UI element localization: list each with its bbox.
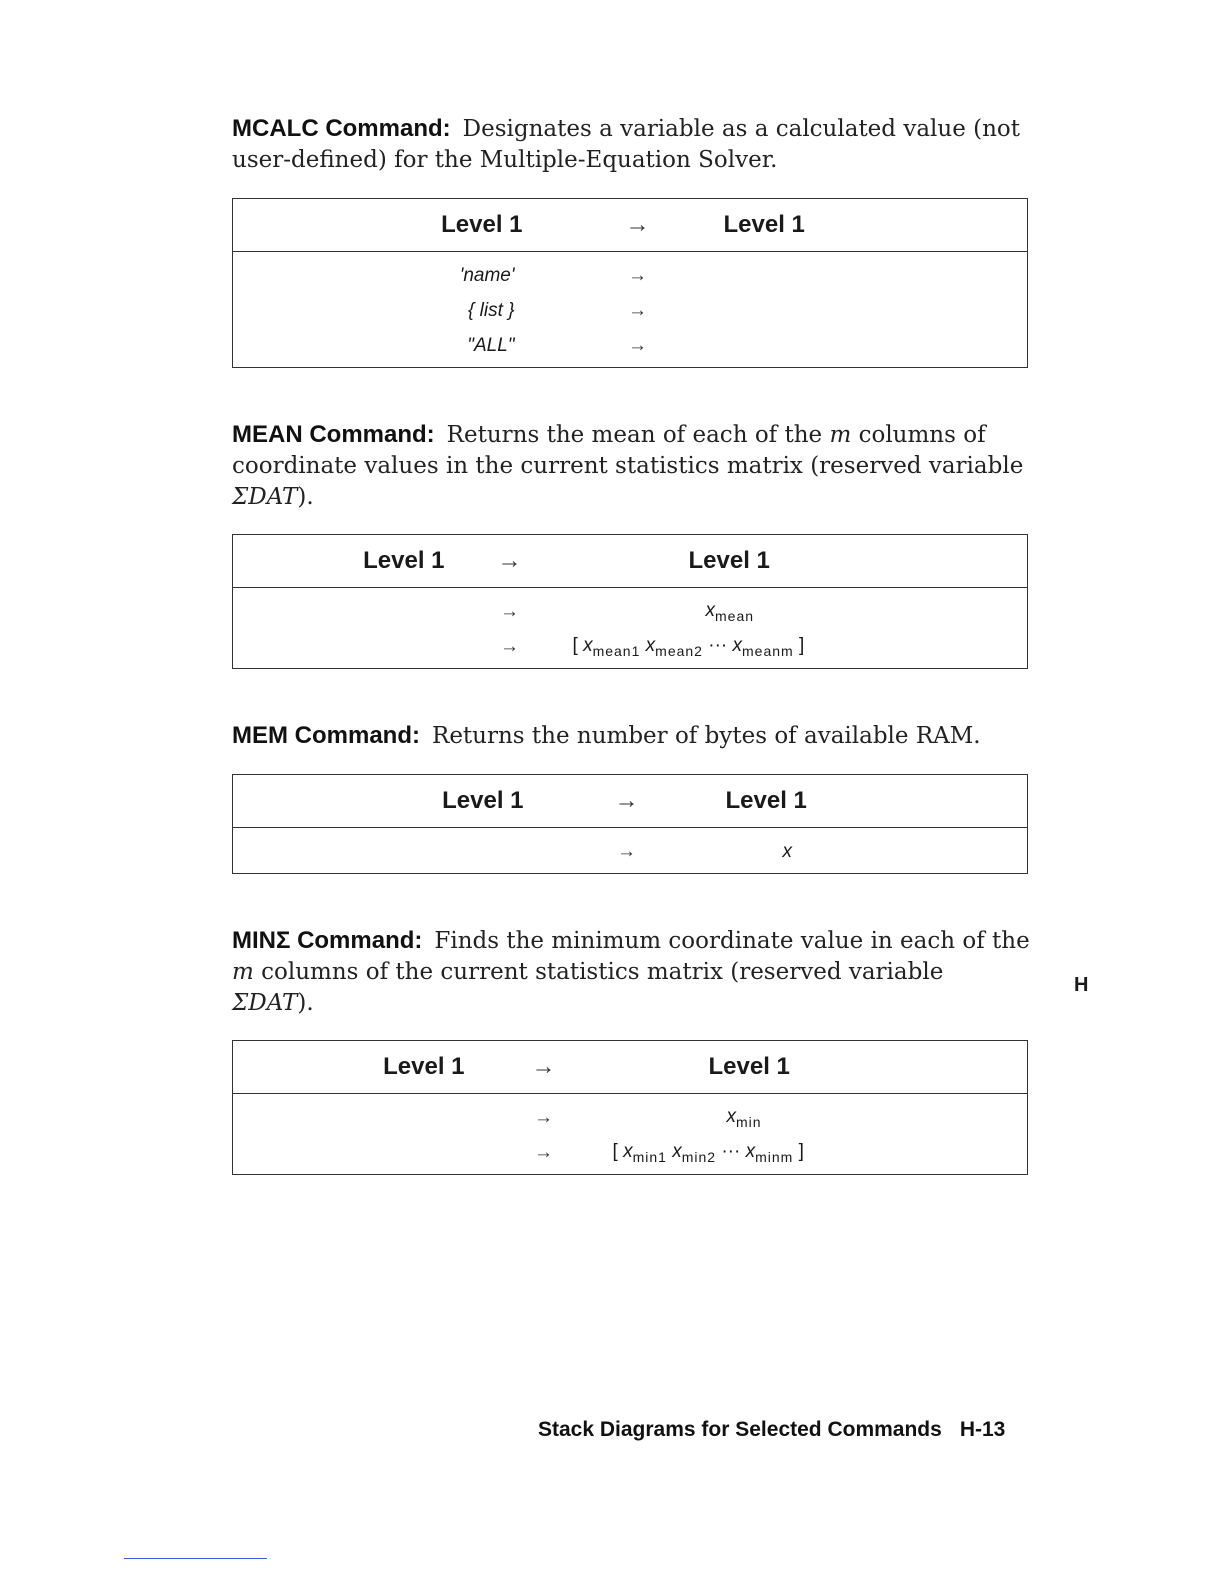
output-cell bbox=[653, 328, 1028, 368]
output-cell: $x_{min}$ bbox=[726, 1105, 762, 1130]
mem-description: Returns the number of bytes of available RAM. bbox=[432, 723, 981, 749]
output-vector-cell: [ $x_{mean1}$ $x_{mean2}$ ··· $x_{meanm}$ ] bbox=[572, 634, 805, 659]
table-row bbox=[233, 293, 1028, 328]
table-header-row bbox=[233, 1041, 1028, 1094]
mem-command-title: MEM Command: bbox=[232, 722, 420, 749]
appendix-side-tab: H bbox=[1074, 974, 1089, 996]
min-sigma-description-end: ). bbox=[297, 990, 314, 1016]
footer-title: Stack Diagrams for Selected Commands bbox=[538, 1418, 942, 1441]
mean-stack-table bbox=[232, 534, 1028, 669]
arrow-icon: → bbox=[628, 264, 647, 286]
mem-section bbox=[232, 720, 1032, 862]
min-sigma-description-pre: Finds the minimum coordinate value in each of the bbox=[434, 928, 1030, 954]
output-level-header: Level 1 bbox=[642, 775, 1028, 828]
table-header-row bbox=[233, 199, 1028, 252]
arrow-icon: → bbox=[623, 199, 653, 252]
mcalc-command-title: MCALC Command: bbox=[232, 115, 451, 142]
arrow-icon: → bbox=[534, 1106, 553, 1128]
mean-description-var: m bbox=[829, 422, 852, 448]
min-sigma-stack-table bbox=[232, 1040, 1028, 1175]
bottom-divider bbox=[124, 1558, 267, 1559]
mcalc-description: Designates a variable as a calculated value (not user-defined) for the Multiple-Equation Solver. bbox=[232, 116, 1021, 173]
output-cell bbox=[653, 293, 1028, 328]
mcalc-paragraph bbox=[232, 113, 1032, 176]
mean-description-end: ). bbox=[297, 484, 314, 510]
min-sigma-command-title: MINΣ Command: bbox=[232, 927, 423, 954]
table-header-row bbox=[233, 775, 1028, 828]
input-cell bbox=[233, 588, 495, 630]
mean-description-pre: Returns the mean of each of the bbox=[446, 422, 830, 448]
min-sigma-description-var: m bbox=[232, 959, 254, 985]
mcalc-section bbox=[232, 113, 1032, 356]
arrow-icon: → bbox=[617, 840, 636, 862]
arrow-icon: → bbox=[628, 299, 647, 321]
arrow-icon: → bbox=[529, 1041, 559, 1094]
output-level-header: Level 1 bbox=[653, 199, 1028, 252]
mean-description-post: columns of coordinate values in the current statistics matrix (reserved variable bbox=[232, 422, 1024, 479]
output-level-header: Level 1 bbox=[559, 1041, 1028, 1094]
table-row bbox=[233, 828, 1028, 874]
input-level-header: Level 1 bbox=[233, 199, 623, 252]
mem-paragraph bbox=[232, 720, 1032, 752]
table-row bbox=[233, 588, 1028, 630]
min-sigma-paragraph bbox=[232, 925, 1032, 1019]
arrow-icon: → bbox=[534, 1141, 553, 1163]
table-row bbox=[233, 1094, 1028, 1136]
mean-command-title: MEAN Command: bbox=[232, 421, 435, 448]
input-cell bbox=[233, 1135, 529, 1175]
table-row bbox=[233, 252, 1028, 294]
output-cell bbox=[653, 252, 1028, 294]
input-cell bbox=[233, 629, 495, 669]
input-cell bbox=[233, 828, 612, 874]
page-number: H-13 bbox=[959, 1418, 1006, 1441]
output-cell: x bbox=[782, 840, 792, 862]
page-footer bbox=[538, 1418, 1005, 1442]
mean-description-reserved: ΣDAT bbox=[232, 484, 298, 510]
mcalc-stack-table bbox=[232, 198, 1028, 368]
output-vector-cell: [ $x_{min1}$ $x_{min2}$ ··· $x_{minm}$ ] bbox=[612, 1140, 804, 1165]
mean-section bbox=[232, 419, 1032, 659]
output-level-header: Level 1 bbox=[525, 535, 1028, 588]
table-row bbox=[233, 328, 1028, 368]
arrow-icon: → bbox=[612, 775, 642, 828]
table-row bbox=[233, 629, 1028, 669]
min-sigma-section bbox=[232, 925, 1032, 1165]
input-level-header: Level 1 bbox=[233, 775, 612, 828]
arrow-icon: → bbox=[500, 635, 519, 657]
mem-stack-table bbox=[232, 774, 1028, 874]
input-cell: "ALL" bbox=[467, 334, 515, 356]
input-cell: 'name' bbox=[459, 264, 515, 286]
min-sigma-description-post: columns of the current statistics matrix (reserved variable bbox=[253, 959, 944, 985]
table-row bbox=[233, 1135, 1028, 1175]
input-level-header: Level 1 bbox=[233, 535, 495, 588]
input-cell: { list } bbox=[468, 299, 515, 321]
input-level-header: Level 1 bbox=[233, 1041, 529, 1094]
min-sigma-description-reserved: ΣDAT bbox=[232, 990, 298, 1016]
mean-paragraph bbox=[232, 419, 1032, 513]
table-header-row bbox=[233, 535, 1028, 588]
output-cell: $x_{mean}$ bbox=[705, 599, 755, 624]
arrow-icon: → bbox=[495, 535, 525, 588]
arrow-icon: → bbox=[500, 600, 519, 622]
input-cell bbox=[233, 1094, 529, 1136]
arrow-icon: → bbox=[628, 334, 647, 356]
